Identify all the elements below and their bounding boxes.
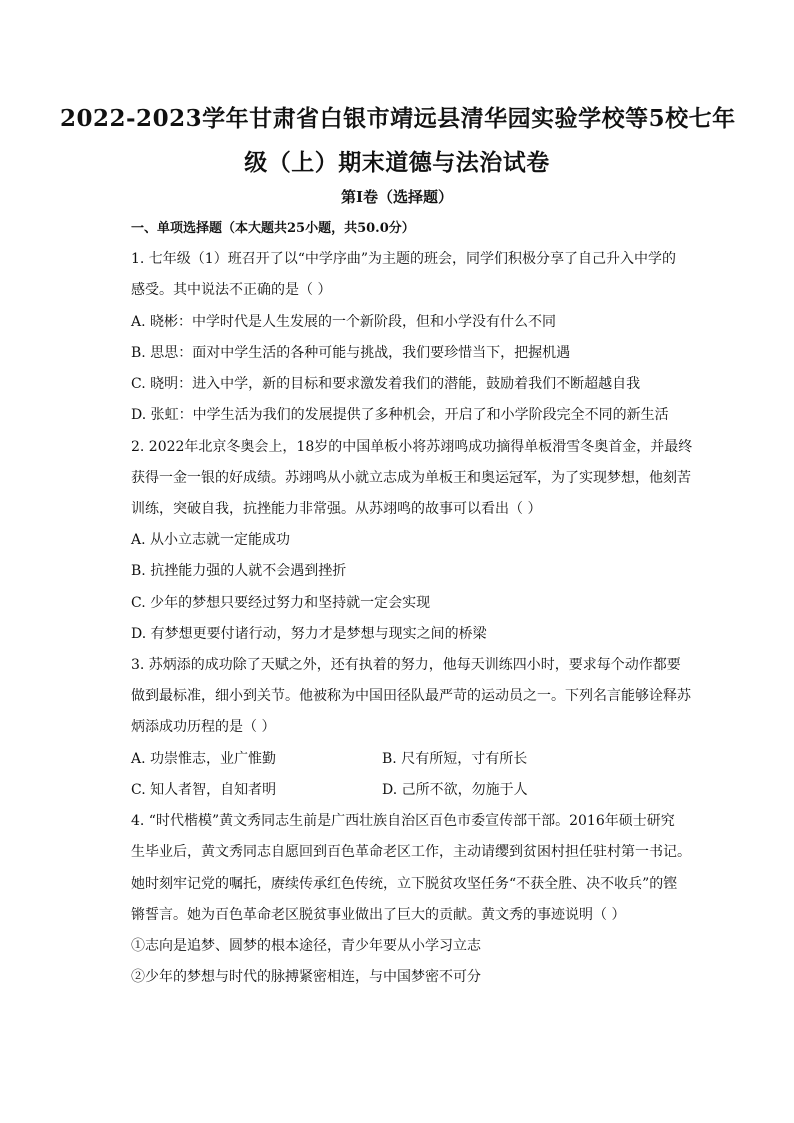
part-heading: 一、单项选择题（本大题共25小题，共50.0分） [131,221,415,236]
question-3-stem-line-1: 3. 苏炳添的成功除了天赋之外，还有执着的努力，他每天训练四小时，要求每个动作都要 [131,657,681,673]
exam-title-line-2: 级（上）期末道德与法治试卷 [244,149,550,176]
question-4-stem-line-2: 生毕业后，黄文秀同志自愿回到百色革命老区工作，主动请缨到贫困村担任驻村第一书记。 [131,844,691,860]
exam-title-line-1: 2022-2023学年甘肃省白银市靖远县清华园实验学校等5校七年 [60,105,736,132]
question-3-option-d: D. 己所不欲，勿施于人 [382,782,528,798]
question-4-item-2: ②少年的梦想与时代的脉搏紧密相连，与中国梦密不可分 [131,969,481,985]
question-4-stem-line-3: 她时刻牢记党的嘱托，赓续传承红色传统，立下脱贫攻坚任务“不获全胜、决不收兵”的铿 [131,876,678,892]
question-2-option-c: C. 少年的梦想只要经过努力和坚持就一定会实现 [131,595,431,611]
question-3-option-b: B. 尺有所短，寸有所长 [382,751,528,767]
question-4-item-1: ①志向是追梦、圆梦的根本途径，青少年要从小学习立志 [131,938,481,954]
question-1-option-a: A. 晓彬：中学时代是人生发展的一个新阶段，但和小学没有什么不同 [131,314,557,330]
question-2-option-a: A. 从小立志就一定能成功 [131,532,291,548]
question-2-stem-line-1: 2. 2022年北京冬奥会上，18岁的中国单板小将苏翊鸣成功摘得单板滑雪冬奥首金，并最终 [131,439,693,455]
question-3-option-c: C. 知人者智，自知者明 [131,782,277,798]
question-1-option-d: D. 张虹：中学生活为我们的发展提供了多种机会，开启了和小学阶段完全不同的新生活 [131,407,669,423]
question-4-stem-line-4: 锵誓言。她为百色革命老区脱贫事业做出了巨大的贡献。黄文秀的事迹说明（ ） [131,907,626,923]
question-3-option-a: A. 功崇惟志，业广惟勤 [131,751,277,767]
question-3-stem-line-3: 炳添成功历程的是（ ） [131,719,276,735]
section-title: 第I卷（选择题） [340,188,454,206]
question-4-stem-line-1: 4. “时代楷模”黄文秀同志生前是广西壮族自治区百色市委宣传部干部。2016年硕士研究 [131,813,675,829]
question-1-option-b: B. 思思：面对中学生活的各种可能与挑战，我们要珍惜当下，把握机遇 [131,345,571,361]
question-1-stem-line-1: 1. 七年级（1）班召开了以“中学序曲”为主题的班会，同学们积极分享了自己升入中学的 [131,251,677,267]
question-3-stem-line-2: 做到最标准，细小到关节。他被称为中国田径队最严苛的运动员之一。下列名言能够诠释苏 [131,688,691,704]
question-2-option-b: B. 抗挫能力强的人就不会遇到挫折 [131,563,347,579]
question-2-option-d: D. 有梦想更要付诸行动，努力才是梦想与现实之间的桥梁 [131,626,487,642]
question-2-stem-line-2: 获得一金一银的好成绩。苏翊鸣从小就立志成为单板王和奥运冠军，为了实现梦想，他刻苦 [131,470,691,486]
question-1-option-c: C. 晓明：进入中学，新的目标和要求激发着我们的潜能，鼓励着我们不断超越自我 [131,376,641,392]
question-2-stem-line-3: 训练，突破自我，抗挫能力非常强。从苏翊鸣的故事可以看出（ ） [131,501,542,517]
question-1-stem-line-2: 感受。其中说法不正确的是（ ） [131,282,332,298]
